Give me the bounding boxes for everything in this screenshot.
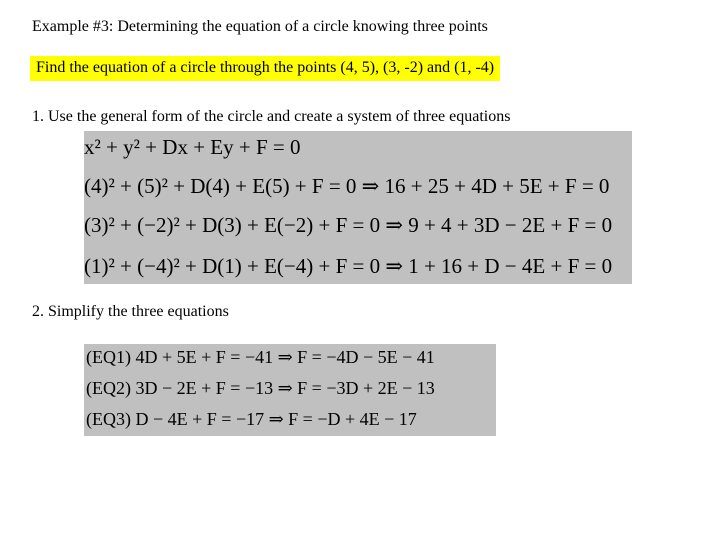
step-2-label: 2. Simplify the three equations bbox=[32, 303, 229, 320]
system-of-equations-box bbox=[84, 131, 632, 284]
equation-point-2: (3)² + (−2)² + D(3) + E(−2) + F = 0 ⇒ 9 + 4 + 3D − 2E + F = 0 bbox=[84, 213, 613, 237]
simplified-equations-box bbox=[84, 344, 496, 436]
equation-point-3: (1)² + (−4)² + D(1) + E(−4) + F = 0 ⇒ 1 + 16 + D − 4E + F = 0 bbox=[84, 254, 613, 278]
page-title: Example #3: Determining the equation of a circle knowing three points bbox=[32, 18, 488, 35]
step-1-label: 1. Use the general form of the circle and create a system of three equations bbox=[32, 108, 511, 125]
simplified-equation-2: (EQ2) 3D − 2E + F = −13 ⇒ F = −3D + 2E − 13 bbox=[86, 378, 435, 398]
simplified-equation-1: (EQ1) 4D + 5E + F = −41 ⇒ F = −4D − 5E − 41 bbox=[86, 347, 435, 367]
problem-statement: Find the equation of a circle through the points (4, 5), (3, -2) and (1, -4) bbox=[30, 56, 500, 81]
equation-point-1: (4)² + (5)² + D(4) + E(5) + F = 0 ⇒ 16 + 25 + 4D + 5E + F = 0 bbox=[84, 174, 610, 198]
general-form-equation: x² + y² + Dx + Ey + F = 0 bbox=[84, 135, 301, 159]
simplified-equation-3: (EQ3) D − 4E + F = −17 ⇒ F = −D + 4E − 17 bbox=[86, 409, 417, 429]
